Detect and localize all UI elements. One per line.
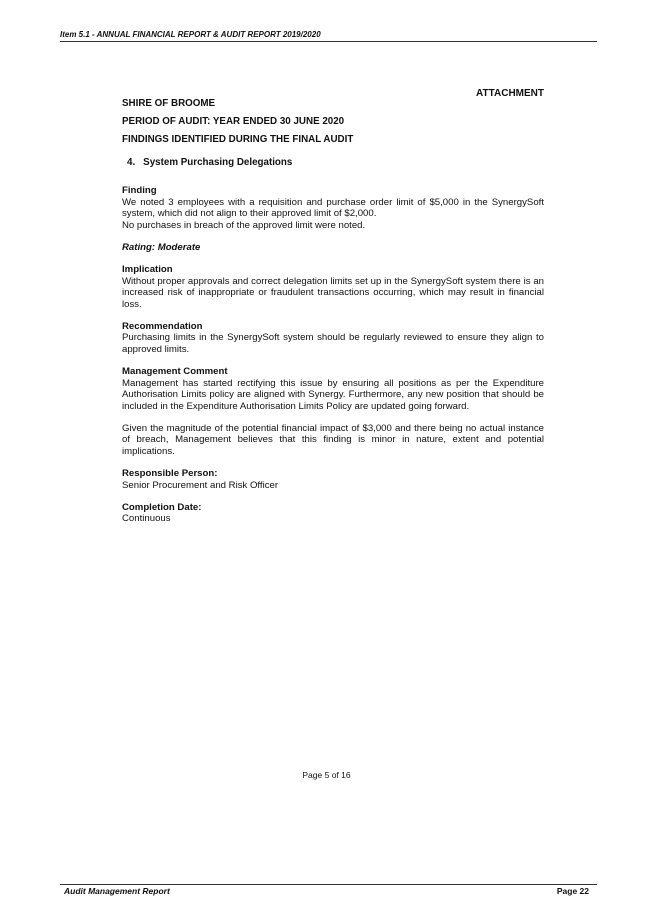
management-comment-block (122, 366, 544, 457)
recommendation-text: Purchasing limits in the SynergySoft system should be regularly reviewed to ensure they align to approved limits. (122, 332, 544, 355)
page-header (60, 30, 597, 42)
report-content (122, 98, 544, 536)
responsible-person-block (122, 468, 544, 491)
completion-date-text: Continuous (122, 513, 171, 525)
finding-text-1: We noted 3 employees with a requisition and purchase order limit of $5,000 in the SynergySoft system, which did not align to their approved limit of $2,000. (122, 196, 544, 220)
entity-heading: SHIRE OF BROOME (122, 98, 216, 109)
implication-label: Implication (122, 264, 173, 276)
finding-label: Finding (122, 185, 157, 197)
completion-date-label: Completion Date: (122, 501, 202, 513)
page-number: Page 5 of 16 (302, 770, 351, 780)
rating: Rating: Moderate (122, 242, 201, 254)
footer-left-text: Audit Management Report (64, 886, 170, 896)
completion-date-block (122, 502, 544, 525)
responsible-person-text: Senior Procurement and Risk Officer (122, 479, 279, 491)
section-title (127, 157, 544, 168)
management-comment-text-2: Given the magnitude of the potential financial impact of $3,000 and there being no actual instance of breach, Management believes that this finding is minor in nature, extent and potential implications. (122, 422, 544, 457)
header-title: Item 5.1 - ANNUAL FINANCIAL REPORT & AUDIT REPORT 2019/2020 (60, 30, 321, 39)
page-footer (60, 884, 597, 899)
section-number: 4. (127, 157, 136, 168)
recommendation-label: Recommendation (122, 321, 203, 333)
footer-page-number: Page 22 (556, 886, 589, 896)
implication-text: Without proper approvals and correct delegation limits set up in the SynergySoft system there is an increased risk of inappropriate or fraudulent transactions occurring, which may result in financial loss. (122, 275, 544, 310)
management-comment-text-1: Management has started rectifying this issue by ensuring all positions as per the Expenditure Authorisation Limits policy are aligned with Synergy. Furthermore, any new position that should be included in the Expenditure Authorisation Limits Policy are updated going forward. (122, 377, 544, 412)
period-heading: PERIOD OF AUDIT: YEAR ENDED 30 JUNE 2020 (122, 116, 345, 127)
finding-block (122, 185, 544, 231)
recommendation-block (122, 321, 544, 355)
findings-heading: FINDINGS IDENTIFIED DURING THE FINAL AUDIT (122, 134, 354, 145)
implication-block (122, 264, 544, 310)
section-title-text: System Purchasing Delegations (143, 157, 293, 168)
responsible-person-label: Responsible Person: (122, 468, 218, 480)
attachment-label: ATTACHMENT (476, 88, 544, 99)
finding-text-2: No purchases in breach of the approved limit were noted. (122, 219, 366, 231)
management-comment-label: Management Comment (122, 366, 228, 378)
